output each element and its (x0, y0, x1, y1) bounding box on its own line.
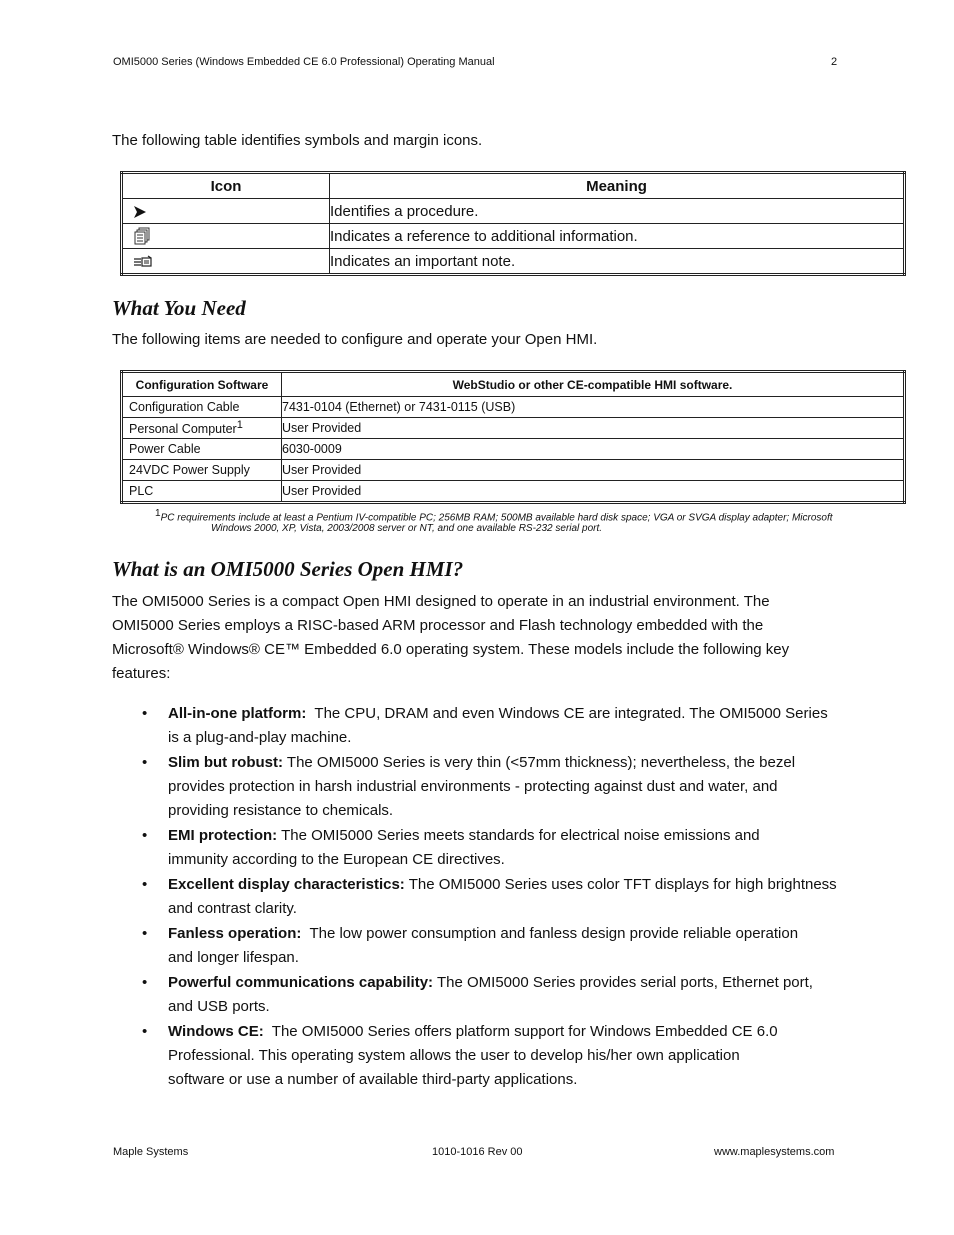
value-cell: 7431-0104 (Ethernet) or 7431-0115 (USB) (282, 397, 905, 418)
table-row (122, 397, 905, 418)
note-hand-icon (133, 255, 153, 269)
feature-text: providing resistance to chemicals. (168, 802, 394, 819)
feature-text: immunity according to the European CE directives. (168, 851, 505, 868)
icon-cell (122, 199, 330, 224)
value-cell: User Provided (282, 418, 905, 439)
item-cell: Power Cable (122, 439, 282, 460)
footnote-text: PC requirements include at least a Pentium IV-compatible PC; 256MB RAM; 500MB available hard disk space; VGA or SVGA display adapter; Microsoft (160, 512, 833, 524)
table-row (122, 249, 905, 275)
item-cell (122, 418, 282, 439)
item-cell: PLC (122, 481, 282, 503)
value-cell: User Provided (282, 460, 905, 481)
bullet: • (142, 974, 148, 991)
feature-label: Fanless operation: (168, 925, 302, 942)
list-item (112, 702, 852, 750)
feature-text: provides protection in harsh industrial environments - protecting against dust and water, and (168, 778, 778, 795)
bullet: • (142, 754, 148, 771)
feature-label: All-in-one platform: (168, 705, 307, 722)
value-cell: User Provided (282, 481, 905, 503)
footer-doc-number: 1010-1016 Rev 00 (432, 1146, 523, 1158)
feature-label: Windows CE: (168, 1023, 264, 1040)
intro-text: The following table identifies symbols and margin icons. (112, 132, 483, 149)
requirements-table (120, 370, 906, 504)
paragraph-line: OMI5000 Series employs a RISC-based ARM processor and Flash technology embedded with the (112, 617, 764, 634)
paragraph-line: features: (112, 665, 171, 682)
table-row (122, 439, 905, 460)
table-row (122, 224, 905, 249)
table-header-row (122, 173, 905, 199)
footer-company: Maple Systems (113, 1146, 189, 1158)
paragraph-line: The OMI5000 Series is a compact Open HMI designed to operate in an industrial environment. The (112, 593, 770, 610)
feature-label: EMI protection: (168, 827, 278, 844)
list-item (112, 751, 852, 823)
list-item (112, 1020, 852, 1092)
item-cell: 24VDC Power Supply (122, 460, 282, 481)
list-item (112, 922, 852, 970)
table-row (122, 199, 905, 224)
arrow-bullet-icon (133, 205, 147, 219)
section-heading-what-you-need: What You Need (112, 296, 246, 320)
footnote-mark: 1 (155, 508, 161, 519)
feature-text: software or use a number of available third-party applications. (168, 1071, 578, 1088)
paragraph-line: Microsoft® Windows® CE™ Embedded 6.0 operating system. These models include the following key (112, 641, 790, 658)
bullet: • (142, 827, 148, 844)
item-cell: Configuration Cable (122, 397, 282, 418)
bullet: • (142, 705, 148, 722)
feature-text: is a plug-and-play machine. (168, 729, 352, 746)
feature-text: and USB ports. (168, 998, 270, 1015)
item-label: Personal Computer (129, 422, 237, 437)
table-row (122, 460, 905, 481)
feature-label: Slim but robust: (168, 754, 283, 771)
running-header-title: OMI5000 Series (Windows Embedded CE 6.0 Professional) Operating Manual (113, 56, 495, 68)
bullet: • (142, 925, 148, 942)
feature-text: The OMI5000 Series meets standards for electrical noise emissions and (281, 827, 760, 844)
value-cell: 6030-0009 (282, 439, 905, 460)
what-you-need-text: The following items are needed to configure and operate your Open HMI. (112, 331, 598, 348)
feature-text: and longer lifespan. (168, 949, 299, 966)
what-is-paragraph (112, 590, 852, 686)
meaning-cell: Indicates a reference to additional information. (330, 224, 905, 249)
icon-cell (122, 249, 330, 275)
column-header: Icon (122, 173, 330, 199)
list-item (112, 971, 852, 1019)
feature-list (112, 702, 852, 1093)
icon-cell (122, 224, 330, 249)
page-number: 2 (831, 56, 838, 68)
section-heading-what-is: What is an OMI5000 Series Open HMI? (112, 557, 464, 581)
feature-text: The OMI5000 Series offers platform support for Windows Embedded CE 6.0 (271, 1023, 778, 1040)
bullet: • (142, 1023, 148, 1040)
column-header: Meaning (330, 173, 905, 199)
feature-text: and contrast clarity. (168, 900, 297, 917)
feature-label: Excellent display characteristics: (168, 876, 405, 893)
list-item (112, 873, 852, 921)
feature-text: The CPU, DRAM and even Windows CE are integrated. The OMI5000 Series (314, 705, 828, 722)
footer-website-link[interactable]: www.maplesystems.com (714, 1146, 835, 1158)
footnote-ref: 1 (236, 419, 243, 432)
list-item (112, 824, 852, 872)
symbols-table (120, 171, 906, 276)
reference-pages-icon (133, 227, 151, 245)
meaning-cell: Identifies a procedure. (330, 199, 905, 224)
footnote-line-2: Windows 2000, XP, Vista, 2003/2008 server or NT, and one available RS-232 serial port. (211, 523, 603, 534)
feature-text: The low power consumption and fanless design provide reliable operation (309, 925, 799, 942)
column-header: Configuration Software (122, 372, 282, 397)
feature-label: Powerful communications capability: (168, 974, 434, 991)
column-header: WebStudio or other CE-compatible HMI software. (282, 372, 905, 397)
feature-text: The OMI5000 Series is very thin (<57mm thickness); nevertheless, the bezel (286, 754, 796, 771)
feature-text: The OMI5000 Series uses color TFT displays for high brightness (408, 876, 837, 893)
table-header-row (122, 372, 905, 397)
feature-text: The OMI5000 Series provides serial ports, Ethernet port, (436, 974, 813, 991)
meaning-cell: Indicates an important note. (330, 249, 905, 275)
table-row (122, 481, 905, 503)
table-row (122, 418, 905, 439)
bullet: • (142, 876, 148, 893)
feature-text: Professional. This operating system allows the user to develop his/her own application (168, 1047, 740, 1064)
